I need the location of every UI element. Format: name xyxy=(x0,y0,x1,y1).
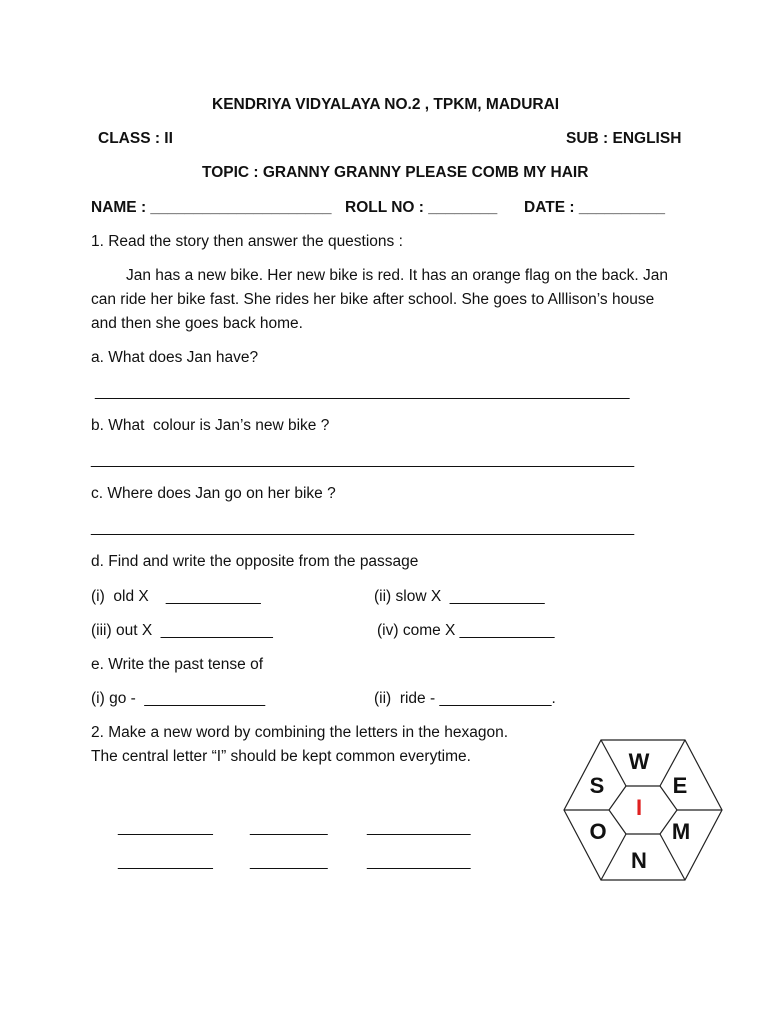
hex-letter-center: I xyxy=(635,795,643,820)
word-blank: ____________ xyxy=(367,853,471,870)
letter-hexagon xyxy=(563,738,723,882)
question-d: d. Find and write the opposite from the passage xyxy=(91,553,419,570)
hex-letter-upper-left: S xyxy=(589,773,605,798)
topic-title: TOPIC : GRANNY GRANNY PLEASE COMB MY HAIR xyxy=(202,164,589,181)
question-e: e. Write the past tense of xyxy=(91,656,264,673)
word-blank: ___________ xyxy=(118,819,213,836)
opposite-iv: (iv) come X ___________ xyxy=(377,622,555,639)
answer-line-a: ______________________________________________________________ xyxy=(95,383,630,400)
q1-instruction: 1. Read the story then answer the questions : xyxy=(91,233,403,250)
word-blank: ____________ xyxy=(367,819,471,836)
question-c: c. Where does Jan go on her bike ? xyxy=(91,485,336,502)
subject-label: SUB : ENGLISH xyxy=(566,130,682,147)
passage-line: Jan has a new bike. Her new bike is red. It has an orange flag on the back. Jan xyxy=(126,267,668,284)
name-field: NAME : _____________________ xyxy=(91,199,332,216)
opposite-iii: (iii) out X _____________ xyxy=(91,622,273,639)
hexagon-center-cell xyxy=(609,786,677,834)
passage-line: can ride her bike fast. She rides her bike after school. She goes to Alllison’s house xyxy=(91,291,655,308)
q2-instruction: The central letter “I” should be kept common everytime. xyxy=(91,748,471,765)
class-label: CLASS : II xyxy=(98,130,173,147)
word-blank: _________ xyxy=(250,819,328,836)
opposite-ii: (ii) slow X ___________ xyxy=(374,588,545,605)
roll-field: ROLL NO : ________ xyxy=(345,199,498,216)
hex-letter-lower-right: M xyxy=(671,819,691,844)
answer-line-c: _______________________________________________________________ xyxy=(91,519,635,536)
past-tense-i: (i) go - ______________ xyxy=(91,690,266,707)
passage-line: and then she goes back home. xyxy=(91,315,303,332)
past-tense-ii: (ii) ride - _____________. xyxy=(374,690,556,707)
hex-letter-top: W xyxy=(628,749,650,774)
word-blank: ___________ xyxy=(118,853,213,870)
word-blank: _________ xyxy=(250,853,328,870)
question-a: a. What does Jan have? xyxy=(91,349,259,366)
hex-letter-lower-left: O xyxy=(589,819,607,844)
date-field: DATE : __________ xyxy=(524,199,666,216)
question-b: b. What colour is Jan’s new bike ? xyxy=(91,417,330,434)
q2-instruction: 2. Make a new word by combining the letters in the hexagon. xyxy=(91,724,509,741)
school-name: KENDRIYA VIDYALAYA NO.2 , TPKM, MADURAI xyxy=(212,96,560,113)
hex-letter-bottom: N xyxy=(631,848,647,873)
answer-line-b: _______________________________________________________________ xyxy=(91,451,635,468)
hex-letter-upper-right: E xyxy=(672,773,688,798)
opposite-i: (i) old X ___________ xyxy=(91,588,261,605)
